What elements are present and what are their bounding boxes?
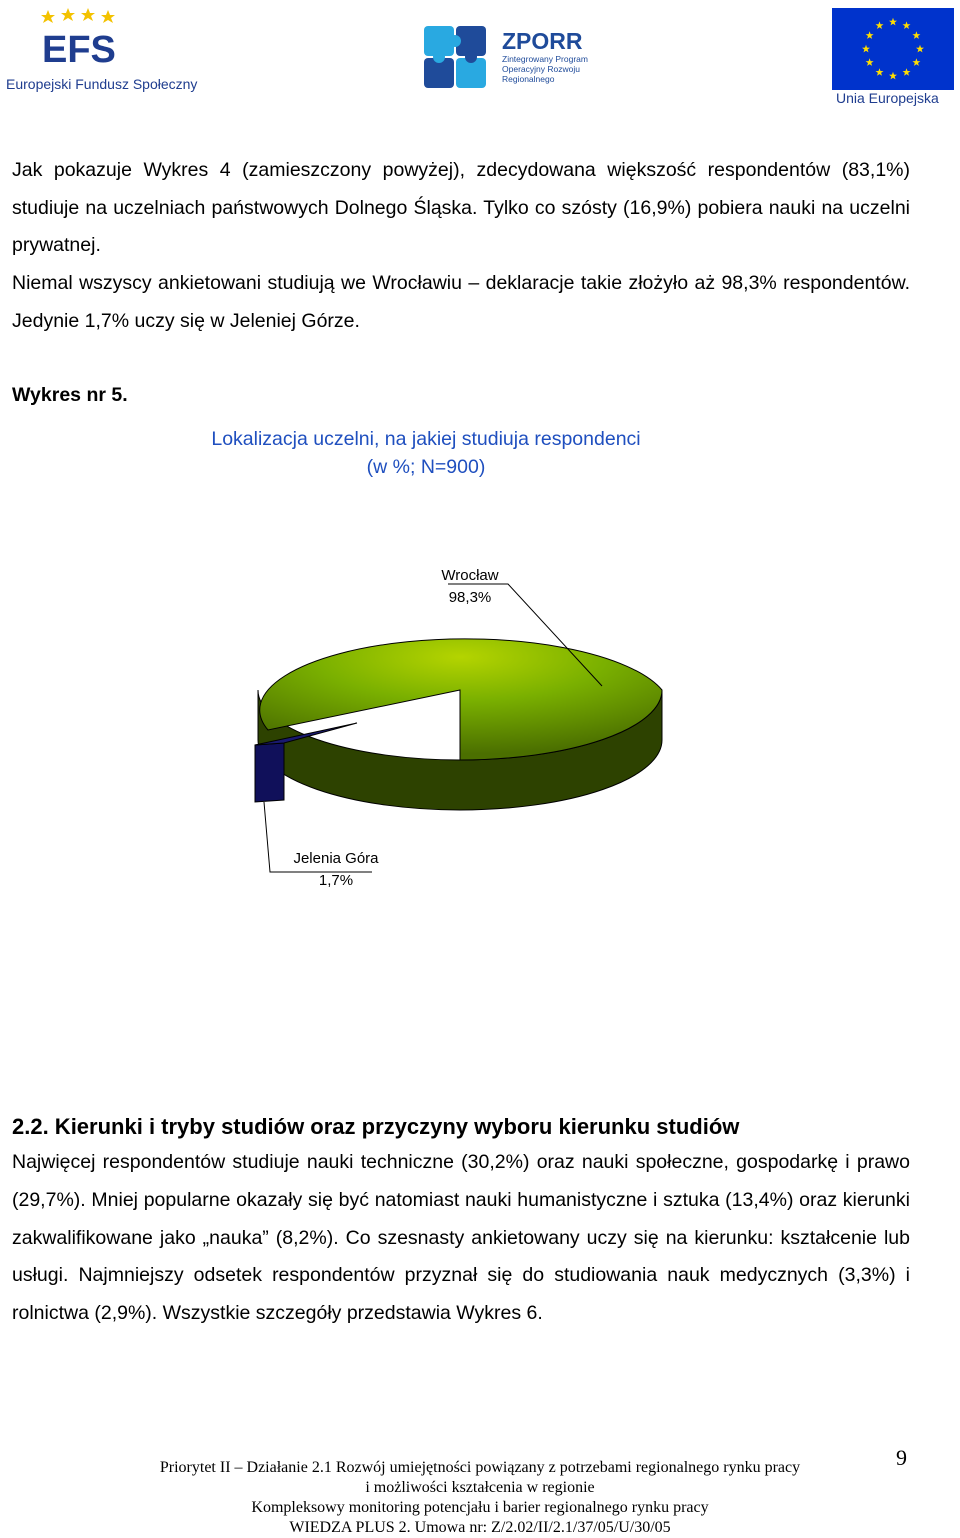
eu-flag-icon — [832, 8, 954, 90]
eu-caption: Unia Europejska — [836, 90, 939, 106]
footer-line-2: i możliwości kształcenia w regionie — [365, 1479, 595, 1496]
zporr-logo — [420, 22, 590, 92]
section-heading: 2.2. Kierunki i tryby studiów oraz przyczyny wyboru kierunku studiów — [12, 1114, 740, 1139]
efs-emblem-icon — [6, 6, 166, 76]
zporr-subtitle: Zintegrowany Program Operacyjny Rozwoju Regionalnego — [502, 54, 588, 84]
slice-label-jelenia-gora — [266, 848, 406, 892]
efs-caption: Europejski Fundusz Społeczny — [6, 76, 198, 92]
figure-label: Wykres nr 5. — [12, 384, 128, 406]
slice-name-jelenia-gora: Jelenia Góra — [293, 850, 379, 867]
efs-letters: EFS — [42, 29, 116, 71]
footer-line-3: Kompleksowy monitoring potencjału i barier regionalnego rynku pracy — [251, 1499, 709, 1516]
page-number: 9 — [896, 1445, 907, 1470]
footer — [0, 1458, 960, 1538]
slice-label-wroclaw — [400, 565, 540, 609]
slice-name-wroclaw: Wrocław — [441, 567, 499, 584]
slice-value-jelenia-gora: 1,7% — [318, 872, 354, 889]
footer-line-4: WIEDZA PLUS 2. Umowa nr: Z/2.02/II/2.1/37/05/U/30/05 — [289, 1519, 671, 1536]
chart-title: Lokalizacja uczelni, na jakiej studiuja respondenci — [211, 428, 641, 450]
slice-side-jelenia-gora — [255, 743, 284, 802]
intro-paragraph-1: Jak pokazuje Wykres 4 (zamieszczony powyżej), zdecydowana większość respondentów (83,1%) studiuje na uczelniach państwowych Dolnego Śląska. Tylko co szósty (16,9%) pobiera nauki na uczelni prywatnej. — [12, 159, 910, 256]
intro-paragraph-2: Niemal wszyscy ankietowani studiują we Wrocławiu – deklaracje takie złożyło aż 98,3% respondentów. Jedynie 1,7% uczy się w Jeleniej Górze. — [12, 272, 910, 332]
eu-logo — [832, 8, 956, 108]
efs-logo — [6, 6, 198, 96]
zporr-title: ZPORR — [502, 28, 583, 54]
slice-value-wroclaw: 98,3% — [448, 589, 492, 606]
footer-line-1: Priorytet II – Działanie 2.1 Rozwój umiejętności powiązany z potrzebami regionalnego rynku pracy — [159, 1459, 801, 1476]
chart-subtitle: (w %; N=900) — [366, 456, 486, 478]
puzzle-icon — [420, 22, 500, 92]
section-body: Najwięcej respondentów studiuje nauki techniczne (30,2%) oraz nauki społeczne, gospodarkę i prawo (29,7%). Mniej popularne okazały się być natomiast nauki humanistyczne i sztuka (13,4%) oraz kierunki zakwalifikowane jako „nauka” (8,2%). Co szesnasty ankietowany uczy się na kierunku: kształcenie lub usługi. Najmniejszy odsetek respondentów przyznał się do studiowania nauk medycznych (3,3%) i rolnictwa (2,9%). Wszystkie szczegóły przedstawia Wykres 6. — [12, 1151, 910, 1325]
